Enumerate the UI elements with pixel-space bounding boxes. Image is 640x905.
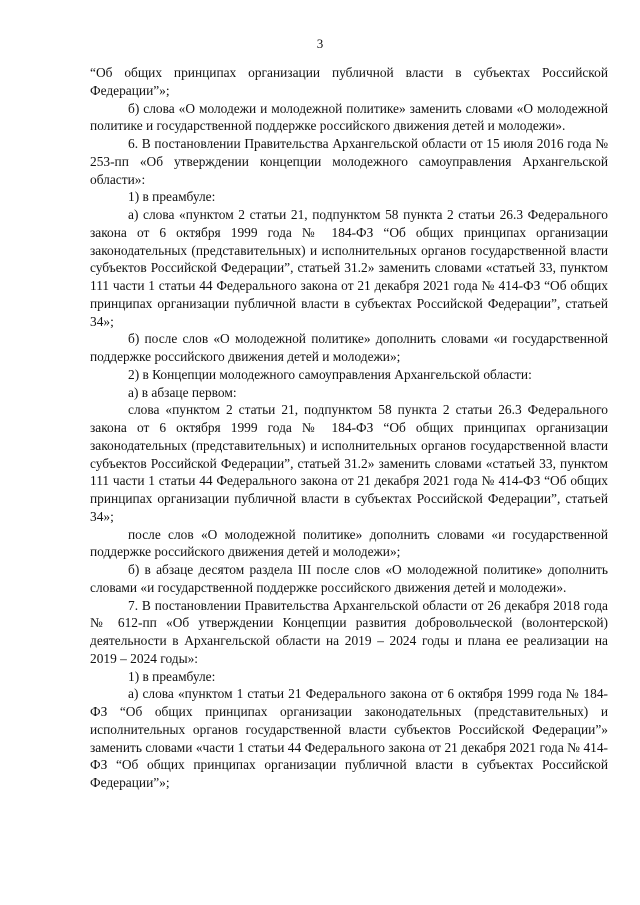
paragraph-tenth-paragraph-6: б) в абзаце десятом раздела III после слов «О молодежной политике» дополнить словами «и государственной поддержке российского движения детей и молодежи». — [90, 562, 608, 595]
paragraph-words-add-6: после слов «О молодежной политике» дополнить словами «и государственной поддержке российского движения детей и молодежи»; — [90, 526, 608, 560]
paragraph-preamble-7: 1) в преамбуле: — [128, 668, 216, 684]
paragraph-concept-6: 2) в Концепции молодежного самоуправления Архангельской области: — [128, 366, 532, 382]
paragraph-item-a-7: а) слова «пунктом 1 статьи 21 Федерального закона от 6 октября 1999 года № 184-ФЗ “Об общих принципах организации законодательных (представительных) и исполнительных органов государственной власти субъектов Российской Федерации”» заменить словами «части 1 статьи 44 Федерального закона от 21 декабря 2021 года № 414-ФЗ “Об общих принципах организации публичной власти в субъектах Российской Федерации”»; — [90, 686, 608, 790]
paragraph-item-b-youth-policy-title: б) слова «О молодежи и молодежной политике» заменить словами «О молодежной политике и государственной поддержке российского движения детей и молодежи». — [90, 100, 608, 134]
page-number: 3 — [316, 36, 324, 51]
paragraph-item-b-6: б) после слов «О молодежной политике» дополнить словами «и государственной поддержке российского движения детей и молодежи»; — [90, 331, 608, 364]
paragraph-first-paragraph-6: а) в абзаце первом: — [128, 384, 237, 400]
paragraph-continuation: “Об общих принципах организации публичной власти в субъектах Российской Федерации”»; — [90, 65, 608, 98]
paragraph-section-7: 7. В постановлении Правительства Архангельской области от 26 декабря 2018 года № 612-пп «Об утверждении Концепции развития добровольческой (волонтерской) деятельности в Архангельской области на 2019 – 2024 годы и плана ее реализации на 2019 – 2024 годы»: — [90, 597, 608, 666]
paragraph-section-6: 6. В постановлении Правительства Архангельской области от 15 июля 2016 года № 253-пп «Об утверждении концепции молодежного самоуправления Архангельской области»: — [90, 136, 608, 187]
paragraph-item-a-6: а) слова «пунктом 2 статьи 21, подпунктом 58 пункта 2 статьи 26.3 Федерального закона от 6 октября 1999 года № 184-ФЗ “Об общих принципах организации законодательных (представительных) и исполнительных органов государственной власти субъектов Российской Федерации”, статьей 31.2» заменить словами «статьей 33, пунктом 111 части 1 статьи 44 Федерального закона от 21 декабря 2021 года № 414-ФЗ “Об общих принципах организации публичной власти в субъектах Российской Федерации”, статьей 34»; — [90, 207, 608, 329]
paragraph-preamble-6: 1) в преамбуле: — [128, 189, 216, 205]
paragraph-words-replace-6: слова «пунктом 2 статьи 21, подпунктом 58 пункта 2 статьи 26.3 Федерального закона от 6 октября 1999 года № 184-ФЗ “Об общих принципах организации законодательных (представительных) и исполнительных органов государственной власти субъектов Российской Федерации”, статьей 31.2» заменить словами «статьей 33, пунктом 111 части 1 статьи 44 Федерального закона от 21 декабря 2021 года № 414-ФЗ “Об общих принципах организации публичной власти в субъектах Российской Федерации”, статьей 34»; — [90, 402, 608, 524]
document-body — [90, 64, 608, 792]
